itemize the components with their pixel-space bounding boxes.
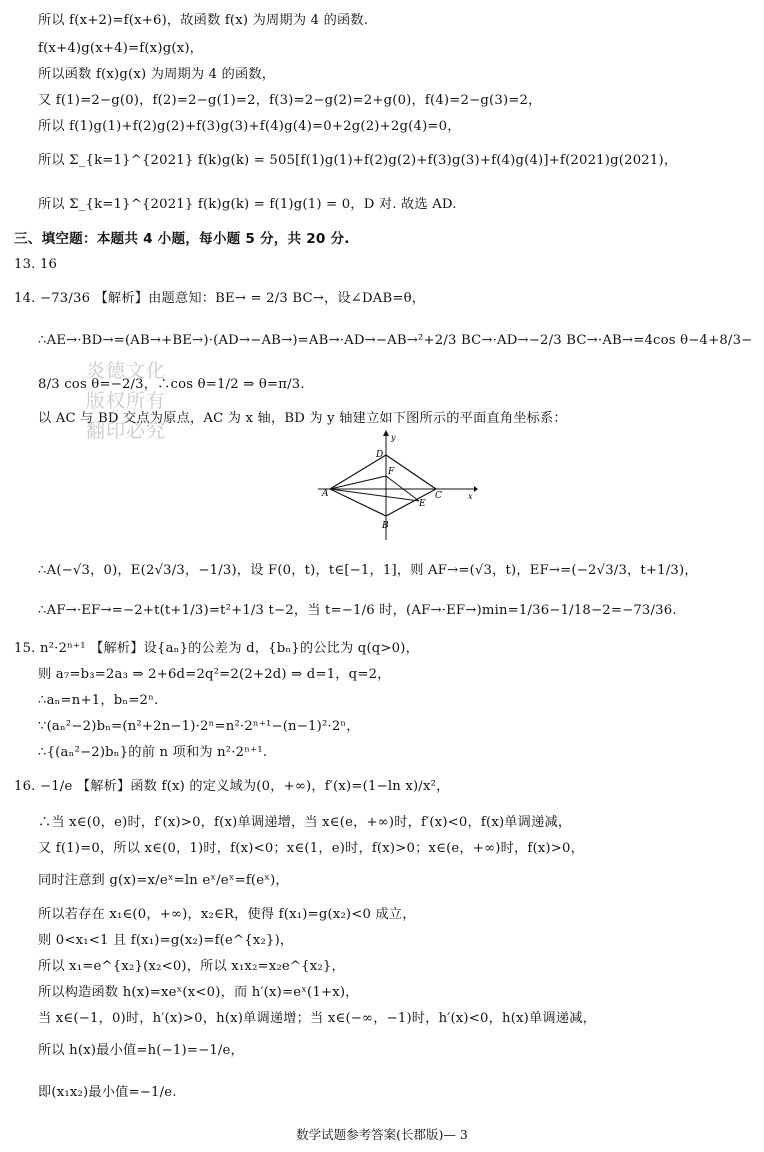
text-line: ∴当 x∈(0，e)时，f′(x)>0，f(x)单调递增，当 x∈(e，+∞)时，f′(x)<0，f(x)单调递减， [38, 815, 572, 830]
y-axis-arrow [383, 430, 389, 436]
text-line: 即(x₁x₂)最小值=−1/e. [38, 1085, 177, 1100]
text-line: 8/3 cos θ=−2/3，∴cos θ=1/2 ⇒ θ=π/3. [38, 377, 305, 392]
text-line: 当 x∈(−1，0)时，h′(x)>0，h(x)单调递增；当 x∈(−∞，−1)时，h′(x)<0，h(x)单调递减， [38, 1011, 596, 1026]
page-footer: 数学试题参考答案(长郡版)— 3 [296, 1127, 468, 1142]
text-line: 所以构造函数 h(x)=xeˣ(x<0)，而 h′(x)=eˣ(1+x)， [38, 985, 359, 1000]
coordinate-diagram [318, 430, 478, 540]
text-line: ∴aₙ=n+1，bₙ=2ⁿ. [38, 693, 159, 708]
label-y: y [391, 433, 396, 442]
answer-14: 14. −73/36 【解析】由题意知：BE→ = 2/3 BC→，设∠DAB=θ， [14, 291, 426, 306]
text-line: 所以若存在 x₁∈(0，+∞)，x₂∈R，使得 f(x₁)=g(x₂)<0 成立， [38, 907, 416, 922]
text-line: ∴AE→·BD→=(AB→+BE→)·(AD→−AB→)=AB→·AD→−AB→²+2/3 BC→·AD→−2/3 BC→·AB→=4cos θ−4+8/3− [38, 333, 753, 348]
segment-af [330, 476, 386, 489]
text-line: 所以 f(x+2)=f(x+6)，故函数 f(x) 为周期为 4 的函数. [38, 13, 369, 28]
text-line: 则 0<x₁<1 且 f(x₁)=g(x₂)=f(e^{x₂})， [38, 933, 294, 948]
label-d: D [376, 450, 384, 460]
text-line: 所以 f(1)g(1)+f(2)g(2)+f(3)g(3)+f(4)g(4)=0+2g(2)+2g(4)=0， [38, 119, 461, 134]
answer-15: 15. n²·2ⁿ⁺¹ 【解析】设{aₙ}的公差为 d，{bₙ}的公比为 q(q>0)， [14, 641, 419, 656]
text-line: f(x+4)g(x+4)=f(x)g(x)， [38, 41, 204, 56]
label-x: x [468, 492, 473, 501]
text-line: 所以 h(x)最小值=h(−1)=−1/e， [38, 1043, 244, 1058]
text-line: 又 f(1)=0，所以 x∈(0，1)时，f(x)<0；x∈(1，e)时，f(x)>0；x∈(e，+∞)时，f(x)>0， [38, 841, 585, 856]
label-a: A [322, 489, 329, 499]
text-line: 以 AC 与 BD 交点为原点，AC 为 x 轴，BD 为 y 轴建立如下图所示的平面直角坐标系： [38, 411, 567, 426]
watermark-line: 炎德文化 [86, 360, 167, 382]
label-f: F [388, 467, 395, 477]
label-e: E [419, 499, 426, 509]
text-line: 所以 Σ_{k=1}^{2021} f(k)g(k) = 505[f(1)g(1)+f(2)g(2)+f(3)g(3)+f(4)g(4)]+f(2021)g(2021)， [38, 153, 678, 168]
x-axis-arrow [474, 486, 478, 492]
text-line: 所以函数 f(x)g(x) 为周期为 4 的函数， [38, 67, 276, 82]
text-line: 则 a₇=b₃=2a₃ ⇒ 2+6d=2q²=2(2+2d) ⇒ d=1，q=2， [38, 667, 391, 682]
text-line: 所以 x₁=e^{x₂}(x₂<0)，所以 x₁x₂=x₂e^{x₂}， [38, 959, 345, 974]
answer-16: 16. −1/e 【解析】函数 f(x) 的定义域为(0，+∞)，f′(x)=(1−ln x)/x²， [14, 779, 450, 794]
watermark-line: 版权所有 [86, 390, 167, 412]
text-line: ∴A(−√3，0)，E(2√3/3，−1/3)，设 F(0，t)，t∈[−1，1]，则 AF→=(√3，t)，EF→=(−2√3/3，t+1/3)， [38, 563, 698, 578]
text-line: 同时注意到 g(x)=x/eˣ=ln eˣ/eˣ=f(eˣ)， [38, 873, 289, 888]
text-line: 所以 Σ_{k=1}^{2021} f(k)g(k) = f(1)g(1) = 0，D 对. 故选 AD. [38, 197, 457, 212]
text-line: ∵(aₙ²−2)bₙ=(n²+2n−1)·2ⁿ=n²·2ⁿ⁺¹−(n−1)²·2ⁿ， [38, 719, 360, 734]
text-line: ∴{(aₙ²−2)bₙ}的前 n 项和为 n²·2ⁿ⁺¹. [38, 745, 268, 760]
watermark-line: 翻印必究 [86, 420, 167, 442]
answer-13: 13. 16 [14, 257, 58, 272]
section-heading: 三、填空题：本题共 4 小题，每小题 5 分，共 20 分. [14, 231, 350, 247]
label-b: B [382, 521, 389, 531]
text-line: 又 f(1)=2−g(0)，f(2)=2−g(1)=2，f(3)=2−g(2)=2+g(0)，f(4)=2−g(3)=2， [38, 93, 542, 108]
label-c: C [435, 491, 442, 501]
text-line: ∴AF→·EF→=−2+t(t+1/3)=t²+1/3 t−2，当 t=−1/6 时，(AF→·EF→)min=1/36−1/18−2=−73/36. [38, 603, 677, 618]
